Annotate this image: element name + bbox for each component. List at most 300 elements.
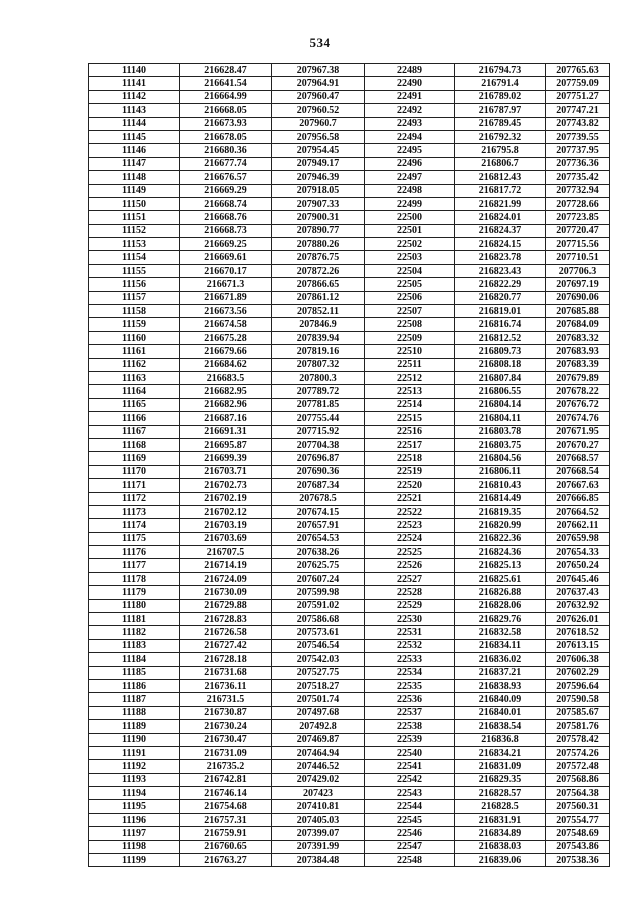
x-right-cell: 216834.21 (455, 746, 546, 759)
y-left-cell: 207800.3 (272, 371, 365, 384)
x-left-cell: 216731.09 (180, 746, 272, 759)
point-id-left-cell: 11151 (89, 211, 180, 224)
y-left-cell: 207687.34 (272, 479, 365, 492)
x-right-cell: 216819.35 (455, 505, 546, 518)
x-left-cell: 216757.31 (180, 813, 272, 826)
y-right-cell: 207654.33 (546, 546, 610, 559)
y-left-cell: 207715.92 (272, 425, 365, 438)
x-right-cell: 216794.73 (455, 64, 546, 77)
point-id-left-cell: 11177 (89, 559, 180, 572)
y-right-cell: 207690.06 (546, 291, 610, 304)
y-right-cell: 207602.29 (546, 666, 610, 679)
x-left-cell: 216687.16 (180, 412, 272, 425)
y-right-cell: 207590.58 (546, 693, 610, 706)
table-row (89, 77, 610, 90)
x-left-cell: 216668.74 (180, 197, 272, 210)
y-right-cell: 207679.89 (546, 371, 610, 384)
point-id-right-cell: 22507 (365, 305, 455, 318)
y-right-cell: 207765.63 (546, 64, 610, 77)
point-id-right-cell: 22512 (365, 371, 455, 384)
point-id-right-cell: 22535 (365, 679, 455, 692)
y-right-cell: 207759.09 (546, 77, 610, 90)
y-left-cell: 207960.52 (272, 104, 365, 117)
point-id-left-cell: 11176 (89, 546, 180, 559)
y-left-cell: 207960.7 (272, 117, 365, 130)
point-id-right-cell: 22538 (365, 720, 455, 733)
y-left-cell: 207492.8 (272, 720, 365, 733)
point-id-left-cell: 11184 (89, 653, 180, 666)
y-left-cell: 207866.65 (272, 278, 365, 291)
x-right-cell: 216817.72 (455, 184, 546, 197)
point-id-left-cell: 11148 (89, 171, 180, 184)
x-left-cell: 216703.19 (180, 519, 272, 532)
x-right-cell: 216829.76 (455, 613, 546, 626)
x-right-cell: 216820.99 (455, 519, 546, 532)
point-id-right-cell: 22518 (365, 452, 455, 465)
y-left-cell: 207674.15 (272, 505, 365, 518)
point-id-right-cell: 22520 (365, 479, 455, 492)
x-left-cell: 216702.19 (180, 492, 272, 505)
table-row (89, 104, 610, 117)
table-row (89, 211, 610, 224)
x-right-cell: 216824.15 (455, 238, 546, 251)
x-left-cell: 216759.91 (180, 827, 272, 840)
y-left-cell: 207542.03 (272, 653, 365, 666)
y-left-cell: 207399.07 (272, 827, 365, 840)
table-row (89, 666, 610, 679)
point-id-right-cell: 22546 (365, 827, 455, 840)
table-row (89, 479, 610, 492)
y-left-cell: 207696.87 (272, 452, 365, 465)
x-left-cell: 216730.47 (180, 733, 272, 746)
x-left-cell: 216730.09 (180, 586, 272, 599)
x-left-cell: 216763.27 (180, 854, 272, 867)
x-left-cell: 216728.83 (180, 613, 272, 626)
point-id-left-cell: 11187 (89, 693, 180, 706)
point-id-left-cell: 11191 (89, 746, 180, 759)
y-left-cell: 207497.68 (272, 706, 365, 719)
point-id-right-cell: 22494 (365, 130, 455, 143)
point-id-right-cell: 22493 (365, 117, 455, 130)
y-right-cell: 207650.24 (546, 559, 610, 572)
point-id-right-cell: 22534 (365, 666, 455, 679)
y-right-cell: 207723.85 (546, 211, 610, 224)
y-right-cell: 207670.27 (546, 438, 610, 451)
point-id-left-cell: 11165 (89, 398, 180, 411)
point-id-left-cell: 11160 (89, 331, 180, 344)
table-row (89, 546, 610, 559)
y-left-cell: 207852.11 (272, 305, 365, 318)
y-left-cell: 207469.87 (272, 733, 365, 746)
point-id-right-cell: 22516 (365, 425, 455, 438)
point-id-right-cell: 22501 (365, 224, 455, 237)
point-id-left-cell: 11143 (89, 104, 180, 117)
x-right-cell: 216791.4 (455, 77, 546, 90)
point-id-right-cell: 22503 (365, 251, 455, 264)
table-row (89, 787, 610, 800)
y-right-cell: 207568.86 (546, 773, 610, 786)
y-right-cell: 207618.52 (546, 626, 610, 639)
x-left-cell: 216680.36 (180, 144, 272, 157)
x-right-cell: 216816.74 (455, 318, 546, 331)
x-left-cell: 216702.73 (180, 479, 272, 492)
x-left-cell: 216730.24 (180, 720, 272, 733)
point-id-right-cell: 22514 (365, 398, 455, 411)
y-left-cell: 207638.26 (272, 546, 365, 559)
y-left-cell: 207880.26 (272, 238, 365, 251)
x-right-cell: 216806.11 (455, 465, 546, 478)
table-row (89, 613, 610, 626)
point-id-right-cell: 22497 (365, 171, 455, 184)
x-left-cell: 216673.56 (180, 305, 272, 318)
x-right-cell: 216838.54 (455, 720, 546, 733)
x-right-cell: 216807.84 (455, 371, 546, 384)
y-right-cell: 207685.88 (546, 305, 610, 318)
point-id-left-cell: 11145 (89, 130, 180, 143)
point-id-left-cell: 11195 (89, 800, 180, 813)
x-right-cell: 216804.11 (455, 412, 546, 425)
x-left-cell: 216724.09 (180, 572, 272, 585)
x-left-cell: 216702.12 (180, 505, 272, 518)
point-id-left-cell: 11188 (89, 706, 180, 719)
table-row (89, 505, 610, 518)
x-right-cell: 216838.03 (455, 840, 546, 853)
point-id-left-cell: 11157 (89, 291, 180, 304)
table-row (89, 238, 610, 251)
table-row (89, 679, 610, 692)
coordinates-table-body (89, 64, 610, 867)
point-id-right-cell: 22506 (365, 291, 455, 304)
y-right-cell: 207715.56 (546, 238, 610, 251)
x-left-cell: 216742.81 (180, 773, 272, 786)
point-id-left-cell: 11161 (89, 345, 180, 358)
point-id-right-cell: 22539 (365, 733, 455, 746)
y-left-cell: 207907.33 (272, 197, 365, 210)
table-row (89, 305, 610, 318)
x-left-cell: 216729.88 (180, 599, 272, 612)
point-id-right-cell: 22529 (365, 599, 455, 612)
point-id-left-cell: 11180 (89, 599, 180, 612)
x-right-cell: 216824.36 (455, 546, 546, 559)
x-right-cell: 216831.09 (455, 760, 546, 773)
table-row (89, 171, 610, 184)
point-id-left-cell: 11164 (89, 385, 180, 398)
table-row (89, 800, 610, 813)
x-right-cell: 216839.06 (455, 854, 546, 867)
table-row (89, 358, 610, 371)
point-id-left-cell: 11153 (89, 238, 180, 251)
x-right-cell: 216822.36 (455, 532, 546, 545)
table-row (89, 184, 610, 197)
y-right-cell: 207666.85 (546, 492, 610, 505)
y-left-cell: 207900.31 (272, 211, 365, 224)
point-id-left-cell: 11190 (89, 733, 180, 746)
x-left-cell: 216683.5 (180, 371, 272, 384)
x-right-cell: 216834.11 (455, 639, 546, 652)
point-id-left-cell: 11141 (89, 77, 180, 90)
y-left-cell: 207807.32 (272, 358, 365, 371)
coordinates-table (88, 63, 610, 867)
point-id-right-cell: 22510 (365, 345, 455, 358)
y-right-cell: 207564.38 (546, 787, 610, 800)
table-row (89, 572, 610, 585)
point-id-right-cell: 22508 (365, 318, 455, 331)
y-left-cell: 207446.52 (272, 760, 365, 773)
y-right-cell: 207626.01 (546, 613, 610, 626)
point-id-right-cell: 22545 (365, 813, 455, 826)
table-row (89, 733, 610, 746)
y-right-cell: 207683.39 (546, 358, 610, 371)
y-right-cell: 207737.95 (546, 144, 610, 157)
point-id-left-cell: 11197 (89, 827, 180, 840)
x-left-cell: 216699.39 (180, 452, 272, 465)
x-right-cell: 216803.78 (455, 425, 546, 438)
y-right-cell: 207743.82 (546, 117, 610, 130)
x-right-cell: 216789.02 (455, 90, 546, 103)
x-left-cell: 216674.58 (180, 318, 272, 331)
point-id-left-cell: 11147 (89, 157, 180, 170)
x-right-cell: 216829.35 (455, 773, 546, 786)
y-right-cell: 207578.42 (546, 733, 610, 746)
x-right-cell: 216838.93 (455, 679, 546, 692)
y-left-cell: 207599.98 (272, 586, 365, 599)
y-left-cell: 207405.03 (272, 813, 365, 826)
x-right-cell: 216792.32 (455, 130, 546, 143)
x-left-cell: 216754.68 (180, 800, 272, 813)
point-id-right-cell: 22489 (365, 64, 455, 77)
table-row (89, 586, 610, 599)
x-left-cell: 216707.5 (180, 546, 272, 559)
table-row (89, 385, 610, 398)
point-id-left-cell: 11158 (89, 305, 180, 318)
point-id-left-cell: 11162 (89, 358, 180, 371)
x-left-cell: 216678.05 (180, 130, 272, 143)
point-id-left-cell: 11179 (89, 586, 180, 599)
y-left-cell: 207876.75 (272, 251, 365, 264)
table-row (89, 371, 610, 384)
y-left-cell: 207657.91 (272, 519, 365, 532)
x-left-cell: 216669.61 (180, 251, 272, 264)
point-id-right-cell: 22537 (365, 706, 455, 719)
x-left-cell: 216668.05 (180, 104, 272, 117)
point-id-right-cell: 22530 (365, 613, 455, 626)
x-left-cell: 216675.28 (180, 331, 272, 344)
point-id-right-cell: 22502 (365, 238, 455, 251)
y-left-cell: 207654.53 (272, 532, 365, 545)
point-id-left-cell: 11174 (89, 519, 180, 532)
x-right-cell: 216819.01 (455, 305, 546, 318)
x-right-cell: 216834.89 (455, 827, 546, 840)
y-right-cell: 207637.43 (546, 586, 610, 599)
table-row (89, 117, 610, 130)
y-right-cell: 207668.57 (546, 452, 610, 465)
y-left-cell: 207918.05 (272, 184, 365, 197)
y-left-cell: 207410.81 (272, 800, 365, 813)
table-row (89, 559, 610, 572)
table-row (89, 452, 610, 465)
x-left-cell: 216682.95 (180, 385, 272, 398)
y-right-cell: 207739.55 (546, 130, 610, 143)
y-left-cell: 207819.16 (272, 345, 365, 358)
x-left-cell: 216676.57 (180, 171, 272, 184)
y-right-cell: 207676.72 (546, 398, 610, 411)
point-id-left-cell: 11149 (89, 184, 180, 197)
table-row (89, 840, 610, 853)
x-right-cell: 216840.09 (455, 693, 546, 706)
point-id-right-cell: 22511 (365, 358, 455, 371)
point-id-right-cell: 22504 (365, 264, 455, 277)
x-right-cell: 216787.97 (455, 104, 546, 117)
x-right-cell: 216821.99 (455, 197, 546, 210)
x-left-cell: 216703.71 (180, 465, 272, 478)
y-left-cell: 207755.44 (272, 412, 365, 425)
point-id-left-cell: 11198 (89, 840, 180, 853)
y-right-cell: 207751.27 (546, 90, 610, 103)
y-right-cell: 207747.21 (546, 104, 610, 117)
y-right-cell: 207581.76 (546, 720, 610, 733)
point-id-left-cell: 11166 (89, 412, 180, 425)
point-id-left-cell: 11178 (89, 572, 180, 585)
table-row (89, 653, 610, 666)
y-right-cell: 207548.69 (546, 827, 610, 840)
table-row (89, 854, 610, 867)
point-id-left-cell: 11155 (89, 264, 180, 277)
point-id-left-cell: 11193 (89, 773, 180, 786)
table-row (89, 264, 610, 277)
y-left-cell: 207573.61 (272, 626, 365, 639)
y-right-cell: 207671.95 (546, 425, 610, 438)
y-left-cell: 207839.94 (272, 331, 365, 344)
y-right-cell: 207684.09 (546, 318, 610, 331)
y-right-cell: 207678.22 (546, 385, 610, 398)
y-left-cell: 207546.54 (272, 639, 365, 652)
y-right-cell: 207736.36 (546, 157, 610, 170)
y-left-cell: 207890.77 (272, 224, 365, 237)
point-id-right-cell: 22526 (365, 559, 455, 572)
x-left-cell: 216746.14 (180, 787, 272, 800)
table-row (89, 157, 610, 170)
x-left-cell: 216684.62 (180, 358, 272, 371)
x-right-cell: 216828.57 (455, 787, 546, 800)
table-row (89, 251, 610, 264)
x-left-cell: 216677.74 (180, 157, 272, 170)
point-id-left-cell: 11196 (89, 813, 180, 826)
table-row (89, 773, 610, 786)
point-id-right-cell: 22517 (365, 438, 455, 451)
y-left-cell: 207946.39 (272, 171, 365, 184)
page-number: 534 (309, 35, 331, 50)
x-right-cell: 216823.43 (455, 264, 546, 277)
y-left-cell: 207678.5 (272, 492, 365, 505)
point-id-right-cell: 22498 (365, 184, 455, 197)
point-id-right-cell: 22515 (365, 412, 455, 425)
point-id-left-cell: 11156 (89, 278, 180, 291)
x-right-cell: 216825.61 (455, 572, 546, 585)
point-id-right-cell: 22536 (365, 693, 455, 706)
point-id-right-cell: 22500 (365, 211, 455, 224)
x-left-cell: 216714.19 (180, 559, 272, 572)
y-right-cell: 207664.52 (546, 505, 610, 518)
y-right-cell: 207706.3 (546, 264, 610, 277)
x-right-cell: 216826.88 (455, 586, 546, 599)
table-row (89, 438, 610, 451)
x-left-cell: 216728.18 (180, 653, 272, 666)
point-id-left-cell: 11167 (89, 425, 180, 438)
y-left-cell: 207423 (272, 787, 365, 800)
point-id-left-cell: 11172 (89, 492, 180, 505)
x-left-cell: 216682.96 (180, 398, 272, 411)
table-row (89, 291, 610, 304)
table-row (89, 224, 610, 237)
x-right-cell: 216804.14 (455, 398, 546, 411)
table-row (89, 197, 610, 210)
point-id-right-cell: 22532 (365, 639, 455, 652)
y-left-cell: 207846.9 (272, 318, 365, 331)
y-left-cell: 207518.27 (272, 679, 365, 692)
y-right-cell: 207543.86 (546, 840, 610, 853)
table-row (89, 639, 610, 652)
y-left-cell: 207429.02 (272, 773, 365, 786)
y-right-cell: 207574.26 (546, 746, 610, 759)
y-left-cell: 207625.75 (272, 559, 365, 572)
y-right-cell: 207632.92 (546, 599, 610, 612)
point-id-right-cell: 22521 (365, 492, 455, 505)
table-row (89, 532, 610, 545)
y-left-cell: 207391.99 (272, 840, 365, 853)
table-row (89, 706, 610, 719)
x-right-cell: 216824.01 (455, 211, 546, 224)
point-id-right-cell: 22513 (365, 385, 455, 398)
point-id-right-cell: 22496 (365, 157, 455, 170)
point-id-left-cell: 11169 (89, 452, 180, 465)
x-left-cell: 216668.76 (180, 211, 272, 224)
y-left-cell: 207690.36 (272, 465, 365, 478)
table-row (89, 64, 610, 77)
x-right-cell: 216840.01 (455, 706, 546, 719)
table-row (89, 278, 610, 291)
y-right-cell: 207683.93 (546, 345, 610, 358)
x-left-cell: 216735.2 (180, 760, 272, 773)
point-id-right-cell: 22542 (365, 773, 455, 786)
table-row (89, 144, 610, 157)
table-row (89, 412, 610, 425)
point-id-left-cell: 11163 (89, 371, 180, 384)
x-left-cell: 216669.29 (180, 184, 272, 197)
y-right-cell: 207662.11 (546, 519, 610, 532)
x-right-cell: 216836.8 (455, 733, 546, 746)
table-row (89, 760, 610, 773)
table-row (89, 492, 610, 505)
x-right-cell: 216808.18 (455, 358, 546, 371)
point-id-right-cell: 22528 (365, 586, 455, 599)
point-id-right-cell: 22531 (365, 626, 455, 639)
point-id-right-cell: 22543 (365, 787, 455, 800)
x-left-cell: 216703.69 (180, 532, 272, 545)
x-left-cell: 216670.17 (180, 264, 272, 277)
y-right-cell: 207667.63 (546, 479, 610, 492)
point-id-right-cell: 22522 (365, 505, 455, 518)
point-id-left-cell: 11199 (89, 854, 180, 867)
point-id-right-cell: 22544 (365, 800, 455, 813)
y-left-cell: 207949.17 (272, 157, 365, 170)
x-left-cell: 216731.68 (180, 666, 272, 679)
point-id-right-cell: 22490 (365, 77, 455, 90)
y-right-cell: 207710.51 (546, 251, 610, 264)
table-row (89, 345, 610, 358)
x-left-cell: 216671.3 (180, 278, 272, 291)
x-left-cell: 216726.58 (180, 626, 272, 639)
x-right-cell: 216806.7 (455, 157, 546, 170)
